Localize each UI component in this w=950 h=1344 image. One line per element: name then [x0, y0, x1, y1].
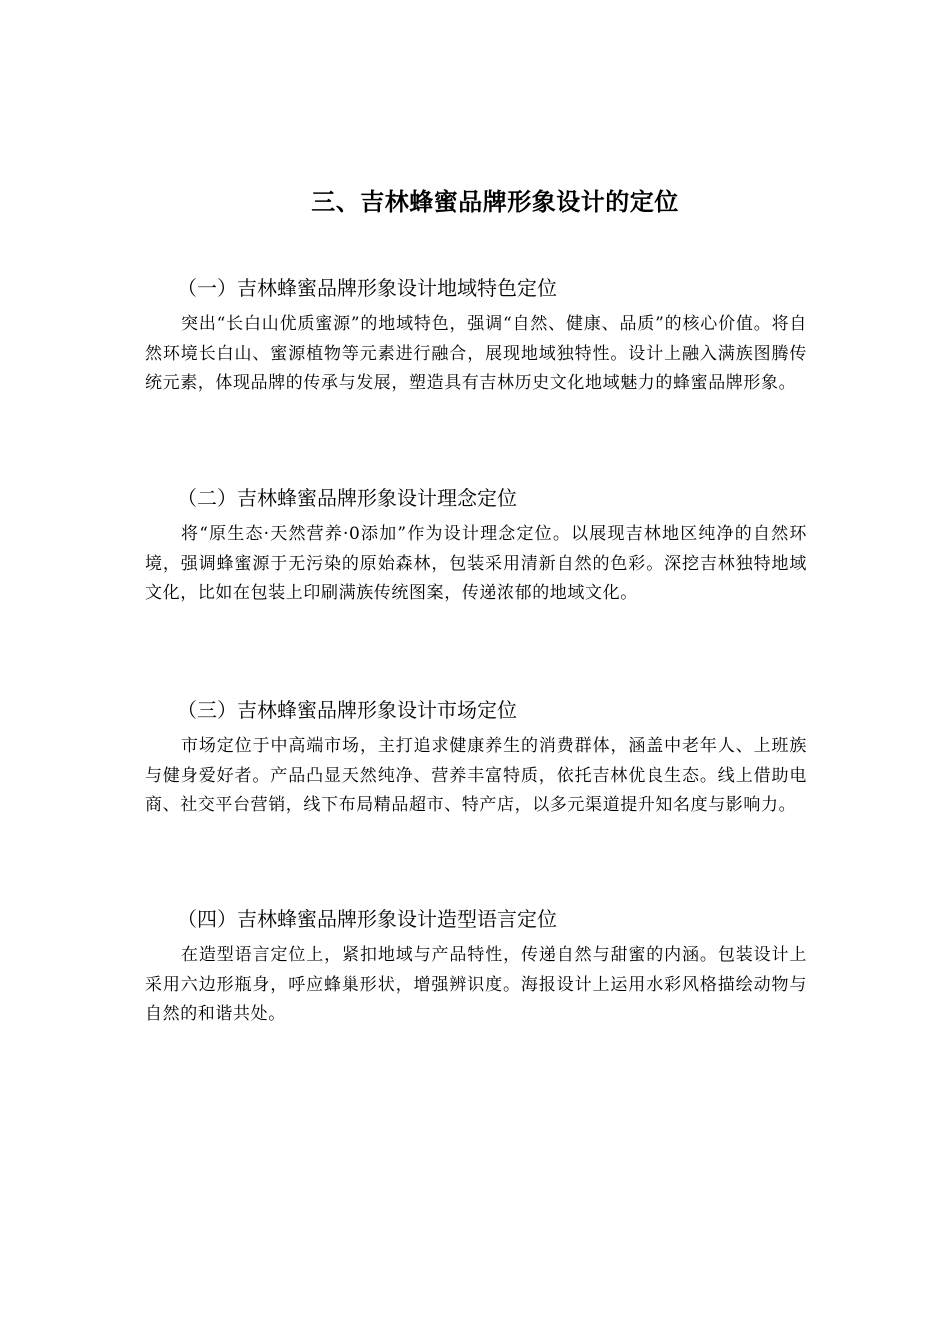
section-form-language-positioning	[145, 903, 807, 1030]
section-market-positioning	[145, 694, 807, 821]
section-paragraph: 将“原生态·天然营养·0添加”作为设计理念定位。以展现吉林地区纯净的自然环境，强调蜂蜜源于无污染的原始森林，包装采用清新自然的色彩。深挖吉林独特地域文化，比如在包装上印刷满族传统图案，传递浓郁的地域文化。	[145, 524, 807, 603]
section-paragraph: 在造型语言定位上，紧扣地域与产品特性，传递自然与甜蜜的内涵。包装设计上采用六边形瓶身，呼应蜂巢形状，增强辨识度。海报设计上运用水彩风格描绘动物与自然的和谐共处。	[145, 945, 807, 1024]
section-regional-positioning	[145, 272, 807, 399]
section-paragraph: 市场定位于中高端市场，主打追求健康养生的消费群体，涵盖中老年人、上班族与健身爱好者。产品凸显天然纯净、营养丰富特质，依托吉林优良生态。线上借助电商、社交平台营销，线下布局精品超市、特产店，以多元渠道提升知名度与影响力。	[145, 736, 807, 815]
section-heading: （三）吉林蜂蜜品牌形象设计市场定位	[177, 698, 517, 722]
section-concept-positioning	[145, 482, 807, 609]
section-heading: （二）吉林蜂蜜品牌形象设计理念定位	[177, 486, 517, 510]
section-heading: （一）吉林蜂蜜品牌形象设计地域特色定位	[177, 276, 557, 300]
section-heading: （四）吉林蜂蜜品牌形象设计造型语言定位	[177, 907, 557, 931]
page-title: 三、吉林蜂蜜品牌形象设计的定位	[311, 188, 679, 216]
section-paragraph: 突出“长白山优质蜜源”的地域特色，强调“自然、健康、品质”的核心价值。将自然环境长白山、蜜源植物等元素进行融合，展现地域独特性。设计上融入满族图腾传统元素，体现品牌的传承与发展，塑造具有吉林历史文化地域魅力的蜂蜜品牌形象。	[145, 314, 807, 393]
